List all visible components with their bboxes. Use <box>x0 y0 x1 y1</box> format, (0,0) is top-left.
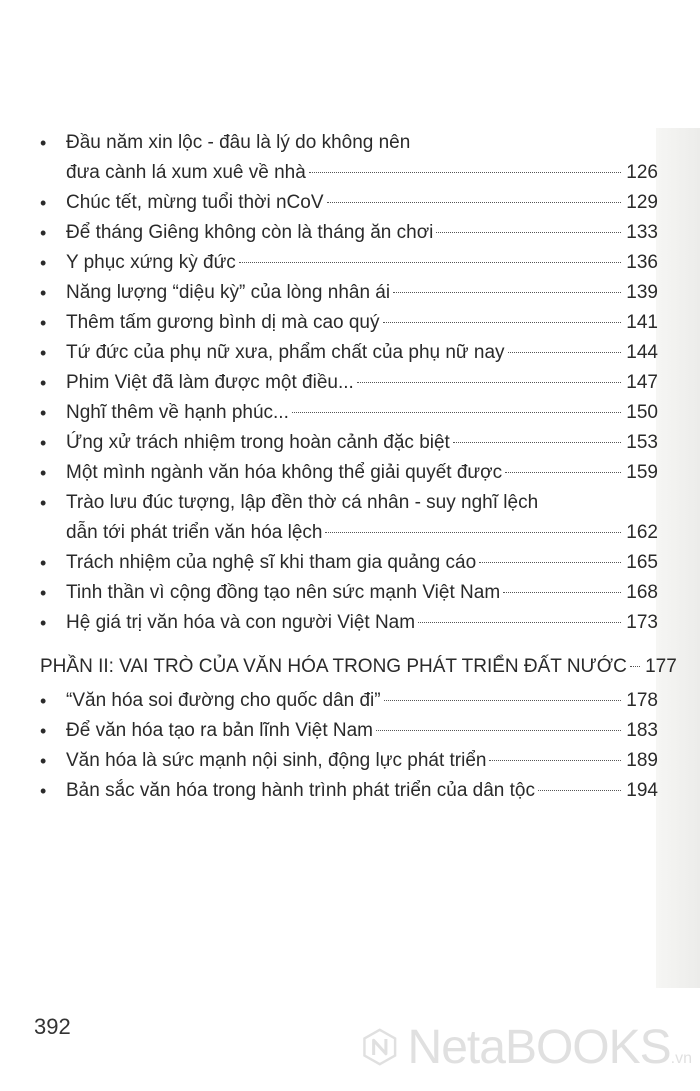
entry-lines <box>40 686 658 716</box>
entry-lines <box>40 368 658 398</box>
bullet-icon: • <box>40 133 47 153</box>
entry-lines <box>40 188 658 218</box>
bullet-icon: • <box>40 253 47 273</box>
dot-leader <box>505 472 621 473</box>
entry-title: Để tháng Giêng không còn là tháng ăn chơi <box>66 222 434 243</box>
entry-row <box>66 518 658 548</box>
entry-lines <box>40 248 658 278</box>
dot-leader <box>309 172 621 173</box>
entry-lines <box>40 746 658 776</box>
entry-page-number: 153 <box>626 432 658 453</box>
bullet-icon: • <box>40 553 47 573</box>
dot-leader <box>376 730 621 731</box>
bullet-icon: • <box>40 583 47 603</box>
dot-leader <box>292 412 621 413</box>
entry-title: Tinh thần vì cộng đồng tạo nên sức mạnh Việt Nam <box>66 582 501 603</box>
entry-title: Chúc tết, mừng tuổi thời nCoV <box>66 192 324 213</box>
entry-lines <box>40 278 658 308</box>
entry-row <box>66 428 658 458</box>
section-page-number: 177 <box>645 656 677 677</box>
entry-lines <box>40 608 658 638</box>
dot-leader <box>436 232 621 233</box>
bullet-icon: • <box>40 223 47 243</box>
entry-page-number: 139 <box>626 282 658 303</box>
entry-title: Hệ giá trị văn hóa và con người Việt Nam <box>66 612 416 633</box>
dot-leader <box>393 292 621 293</box>
entry-lines <box>40 578 658 608</box>
table-of-contents <box>40 128 677 806</box>
toc-section-heading[interactable] <box>40 652 677 682</box>
dot-leader <box>239 262 621 263</box>
watermark <box>362 1015 692 1079</box>
bullet-icon: • <box>40 373 47 393</box>
watermark-brand: NetaBOOKS <box>407 1020 671 1074</box>
entry-lines <box>40 128 658 188</box>
entry-lines <box>40 488 658 548</box>
entry-row <box>66 608 658 638</box>
entry-row <box>66 746 658 776</box>
dot-leader <box>357 382 621 383</box>
entry-lines <box>40 398 658 428</box>
toc-entry[interactable] <box>40 608 658 638</box>
entry-row <box>66 716 658 746</box>
entry-page-number: 144 <box>626 342 658 363</box>
toc-entry[interactable] <box>40 488 658 548</box>
entry-lines <box>40 458 658 488</box>
entry-title: Năng lượng “diệu kỳ” của lòng nhân ái <box>66 282 391 303</box>
dot-leader <box>325 532 621 533</box>
toc-entry[interactable] <box>40 278 658 308</box>
page-edge-shadow <box>656 128 700 988</box>
entry-row <box>66 218 658 248</box>
toc-entry[interactable] <box>40 428 658 458</box>
bullet-icon: • <box>40 493 47 513</box>
entry-row <box>66 248 658 278</box>
dot-leader <box>489 760 621 761</box>
entry-page-number: 150 <box>626 402 658 423</box>
entry-lines <box>40 716 658 746</box>
bullet-icon: • <box>40 781 47 801</box>
toc-entry[interactable] <box>40 776 658 806</box>
entry-row <box>66 278 658 308</box>
bullet-icon: • <box>40 403 47 423</box>
entry-page-number: 162 <box>626 522 658 543</box>
toc-entry[interactable] <box>40 218 658 248</box>
toc-entry[interactable] <box>40 746 658 776</box>
dot-leader <box>384 700 621 701</box>
entry-row <box>66 368 658 398</box>
entry-row <box>66 776 658 806</box>
entry-row <box>66 188 658 218</box>
dot-leader <box>327 202 621 203</box>
entry-lines <box>40 776 658 806</box>
dot-leader <box>508 352 621 353</box>
entry-row <box>66 548 658 578</box>
entry-title: Tứ đức của phụ nữ xưa, phẩm chất của phụ nữ nay <box>66 342 505 363</box>
entry-lines <box>40 308 658 338</box>
hexagon-n-logo-icon <box>362 1016 398 1078</box>
entry-row <box>66 158 658 188</box>
entry-page-number: 159 <box>626 462 658 483</box>
toc-entry[interactable] <box>40 188 658 218</box>
dot-leader <box>383 322 622 323</box>
entry-page-number: 165 <box>626 552 658 573</box>
entry-title: Một mình ngành văn hóa không thể giải quyết được <box>66 462 503 483</box>
entry-title: Văn hóa là sức mạnh nội sinh, động lực phát triển <box>66 750 487 771</box>
watermark-suffix: .vn <box>670 1049 692 1067</box>
entry-page-number: 183 <box>626 720 658 741</box>
entry-title: Để văn hóa tạo ra bản lĩnh Việt Nam <box>66 720 374 741</box>
entry-row <box>66 578 658 608</box>
toc-entry[interactable] <box>40 398 658 428</box>
entry-page-number: 129 <box>626 192 658 213</box>
entry-title: dẫn tới phát triển văn hóa lệch <box>66 522 323 543</box>
bullet-icon: • <box>40 313 47 333</box>
toc-entry[interactable] <box>40 308 658 338</box>
toc-entry[interactable] <box>40 686 658 716</box>
entry-title: Thêm tấm gương bình dị mà cao quý <box>66 312 380 333</box>
bullet-icon: • <box>40 463 47 483</box>
bullet-icon: • <box>40 721 47 741</box>
dot-leader <box>453 442 621 443</box>
toc-entry[interactable] <box>40 368 658 398</box>
entry-page-number: 168 <box>626 582 658 603</box>
entry-page-number: 178 <box>626 690 658 711</box>
entry-title-line: Đầu năm xin lộc - đâu là lý do không nên <box>66 132 411 153</box>
entry-title: Y phục xứng kỳ đức <box>66 252 236 273</box>
entry-row <box>66 458 658 488</box>
entry-page-number: 136 <box>626 252 658 273</box>
entry-row <box>66 686 658 716</box>
toc-entry[interactable] <box>40 338 658 368</box>
entry-row <box>66 398 658 428</box>
toc-entry[interactable] <box>40 716 658 746</box>
entry-title: Nghĩ thêm về hạnh phúc... <box>66 402 289 423</box>
entry-title: Ứng xử trách nhiệm trong hoàn cảnh đặc biệt <box>66 432 450 453</box>
bullet-icon: • <box>40 613 47 633</box>
page-number: 392 <box>34 1014 71 1039</box>
toc-entry[interactable] <box>40 548 658 578</box>
entry-page-number: 147 <box>626 372 658 393</box>
entry-row <box>66 308 658 338</box>
entry-lines <box>40 218 658 248</box>
entry-page-number: 141 <box>626 312 658 333</box>
bullet-icon: • <box>40 343 47 363</box>
toc-entry[interactable] <box>40 248 658 278</box>
bullet-icon: • <box>40 193 47 213</box>
entry-title-line: Trào lưu đúc tượng, lập đền thờ cá nhân - suy nghĩ lệch <box>66 492 539 513</box>
toc-entry[interactable] <box>40 128 658 188</box>
toc-list-part-1 <box>40 128 658 638</box>
entry-page-number: 173 <box>626 612 658 633</box>
dot-leader <box>630 666 640 667</box>
entry-page-number: 189 <box>626 750 658 771</box>
entry-page-number: 133 <box>626 222 658 243</box>
dot-leader <box>479 562 621 563</box>
watermark-text <box>408 1020 692 1075</box>
section-title: PHẦN II: VAI TRÒ CỦA VĂN HÓA TRONG PHÁT TRIỂN ĐẤT NƯỚC <box>40 656 627 677</box>
entry-page-number: 194 <box>626 780 658 801</box>
bullet-icon: • <box>40 751 47 771</box>
toc-entry[interactable] <box>40 458 658 488</box>
entry-title: Trách nhiệm của nghệ sĩ khi tham gia quảng cáo <box>66 552 477 573</box>
toc-list-part-2 <box>40 686 658 806</box>
toc-entry[interactable] <box>40 578 658 608</box>
entry-lines <box>40 338 658 368</box>
bullet-icon: • <box>40 283 47 303</box>
bullet-icon: • <box>40 433 47 453</box>
dot-leader <box>503 592 621 593</box>
entry-page-number: 126 <box>626 162 658 183</box>
bullet-icon: • <box>40 691 47 711</box>
entry-row <box>66 338 658 368</box>
entry-lines <box>40 548 658 578</box>
entry-lines <box>40 428 658 458</box>
entry-title: Phim Việt đã làm được một điều... <box>66 372 354 393</box>
dot-leader <box>538 790 621 791</box>
entry-title: Bản sắc văn hóa trong hành trình phát triển của dân tộc <box>66 780 535 801</box>
dot-leader <box>418 622 621 623</box>
entry-title: “Văn hóa soi đường cho quốc dân đi” <box>66 690 381 711</box>
entry-title: đưa cành lá xum xuê về nhà <box>66 162 306 183</box>
